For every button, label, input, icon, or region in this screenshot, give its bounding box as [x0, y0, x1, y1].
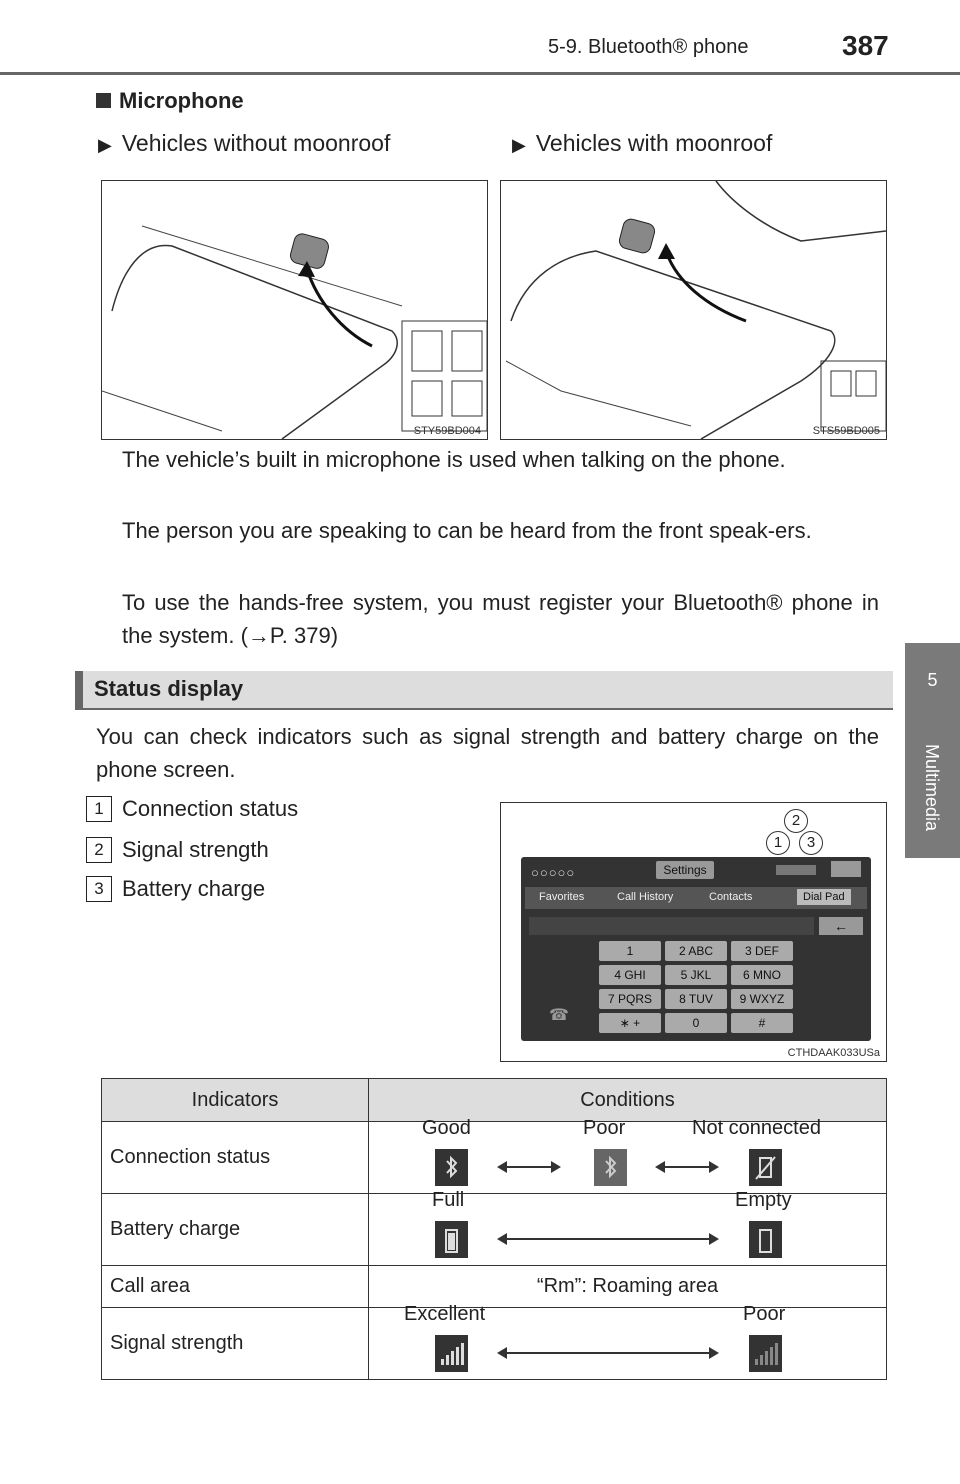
header-divider [0, 72, 960, 75]
dial-key[interactable]: 5 JKL [665, 965, 727, 985]
double-arrow [663, 1166, 711, 1168]
callout-number-3: 3 [86, 876, 112, 902]
condition-roaming: “Rm”: Roaming area [369, 1266, 887, 1308]
label-full: Full [432, 1188, 465, 1211]
display-screen [521, 857, 871, 1041]
illustration-without-moonroof [101, 180, 488, 440]
table-row [102, 1122, 887, 1194]
chapter-number: 5 [927, 670, 938, 690]
indicator-connection-status: Connection status [102, 1122, 369, 1194]
table-row [102, 1194, 887, 1266]
message-icon [831, 861, 861, 877]
screen-callout-3: 3 [799, 831, 823, 855]
microphone-paragraph-3: To use the hands-free system, you must register your Bluetooth® phone in the system. (→P. 379) [122, 590, 879, 648]
dial-key[interactable]: 1 [599, 941, 661, 961]
figure-code: STS59BD005 [812, 425, 880, 437]
battery-empty-icon [749, 1221, 782, 1258]
label-not-connected: Not connected [692, 1116, 821, 1139]
phone-screen-illustration [500, 802, 887, 1062]
dial-key[interactable]: 9 WXYZ [731, 989, 793, 1009]
battery-full-icon [435, 1221, 468, 1258]
condition-cell [369, 1188, 887, 1266]
tab-dial-pad[interactable]: Dial Pad [797, 889, 851, 905]
double-arrow [505, 1238, 711, 1240]
dial-key[interactable]: 3 DEF [731, 941, 793, 961]
phone-handset-icon[interactable]: ☎ [549, 1007, 569, 1024]
microphone-location-drawing [102, 181, 487, 439]
double-arrow [505, 1166, 553, 1168]
indicators-table [101, 1078, 887, 1380]
triangle-bullet-icon: ▶ [512, 135, 526, 155]
label-excellent: Excellent [404, 1302, 486, 1325]
figure-code: STY59BD004 [413, 425, 481, 437]
label-good: Good [422, 1116, 471, 1139]
microphone-location-drawing [501, 181, 886, 439]
status-heading: Status display [94, 676, 244, 701]
dial-key[interactable]: # [731, 1013, 793, 1033]
item-battery-charge: Battery charge [122, 876, 266, 901]
status-intro: You can check indicators such as signal strength and battery charge on the phone screen. [96, 724, 879, 782]
label-empty: Empty [735, 1188, 792, 1211]
table-row [102, 1266, 887, 1308]
signal-excellent-icon [435, 1335, 468, 1372]
header-conditions: Conditions [369, 1079, 887, 1122]
dial-key[interactable]: 6 MNO [731, 965, 793, 985]
indicator-battery-charge: Battery charge [102, 1194, 369, 1266]
double-arrow [505, 1352, 711, 1354]
bluetooth-good-icon [435, 1149, 468, 1186]
microphone-paragraph-2: The person you are speaking to can be heard from the front speak-ers. [122, 518, 812, 543]
label-poor-signal: Poor [743, 1302, 786, 1325]
dial-key[interactable]: 4 GHI [599, 965, 661, 985]
subheading-with-moonroof: ▶ Vehicles with moonroof [512, 130, 773, 156]
condition-cell [369, 1302, 887, 1380]
callout-number-2: 2 [86, 837, 112, 863]
label-poor: Poor [583, 1116, 626, 1139]
screen-callout-2: 2 [784, 809, 808, 833]
subheading-without-moonroof: ▶ Vehicles without moonroof [98, 130, 391, 156]
illustration-with-moonroof [500, 180, 887, 440]
microphone-heading: Microphone [96, 88, 244, 114]
settings-button[interactable]: Settings [656, 861, 714, 879]
header-indicators: Indicators [102, 1079, 369, 1122]
indicator-signal-strength: Signal strength [102, 1308, 369, 1380]
dial-key[interactable]: 7 PQRS [599, 989, 661, 1009]
status-indicators [776, 865, 816, 875]
dial-key[interactable]: ∗ + [599, 1013, 661, 1033]
status-heading-rule [75, 708, 893, 710]
callout-number-1: 1 [86, 796, 112, 822]
chapter-label: Multimedia [922, 744, 942, 832]
microphone-paragraph-1: The vehicle’s built in microphone is used when talking on the phone. [122, 447, 786, 472]
tab-contacts[interactable]: Contacts [709, 891, 753, 903]
triangle-bullet-icon: ▶ [98, 135, 112, 155]
tab-bar [525, 887, 867, 909]
dial-key[interactable]: 8 TUV [665, 989, 727, 1009]
condition-cell [369, 1116, 887, 1194]
dial-key[interactable]: 0 [665, 1013, 727, 1033]
phone-not-connected-icon [749, 1149, 782, 1186]
page-number: 387 [842, 30, 889, 61]
number-field[interactable] [529, 917, 814, 935]
dial-keypad [599, 941, 794, 1037]
square-bullet-icon [96, 93, 111, 108]
figure-code: CTHDAAK033USa [787, 1047, 880, 1059]
bluetooth-poor-icon [594, 1149, 627, 1186]
screen-callout-1: 1 [766, 831, 790, 855]
tab-favorites[interactable]: Favorites [539, 891, 585, 903]
signal-poor-icon [749, 1335, 782, 1372]
tab-call-history[interactable]: Call History [617, 891, 674, 903]
indicator-call-area: Call area [102, 1266, 369, 1308]
signal-dots: ○○○○○ [531, 865, 576, 880]
item-connection-status: Connection status [122, 796, 299, 821]
item-signal-strength: Signal strength [122, 837, 269, 862]
table-row [102, 1308, 887, 1380]
section-title: 5-9. Bluetooth® phone [548, 36, 749, 58]
dial-key[interactable]: 2 ABC [665, 941, 727, 961]
backspace-icon[interactable]: ← [819, 917, 863, 935]
